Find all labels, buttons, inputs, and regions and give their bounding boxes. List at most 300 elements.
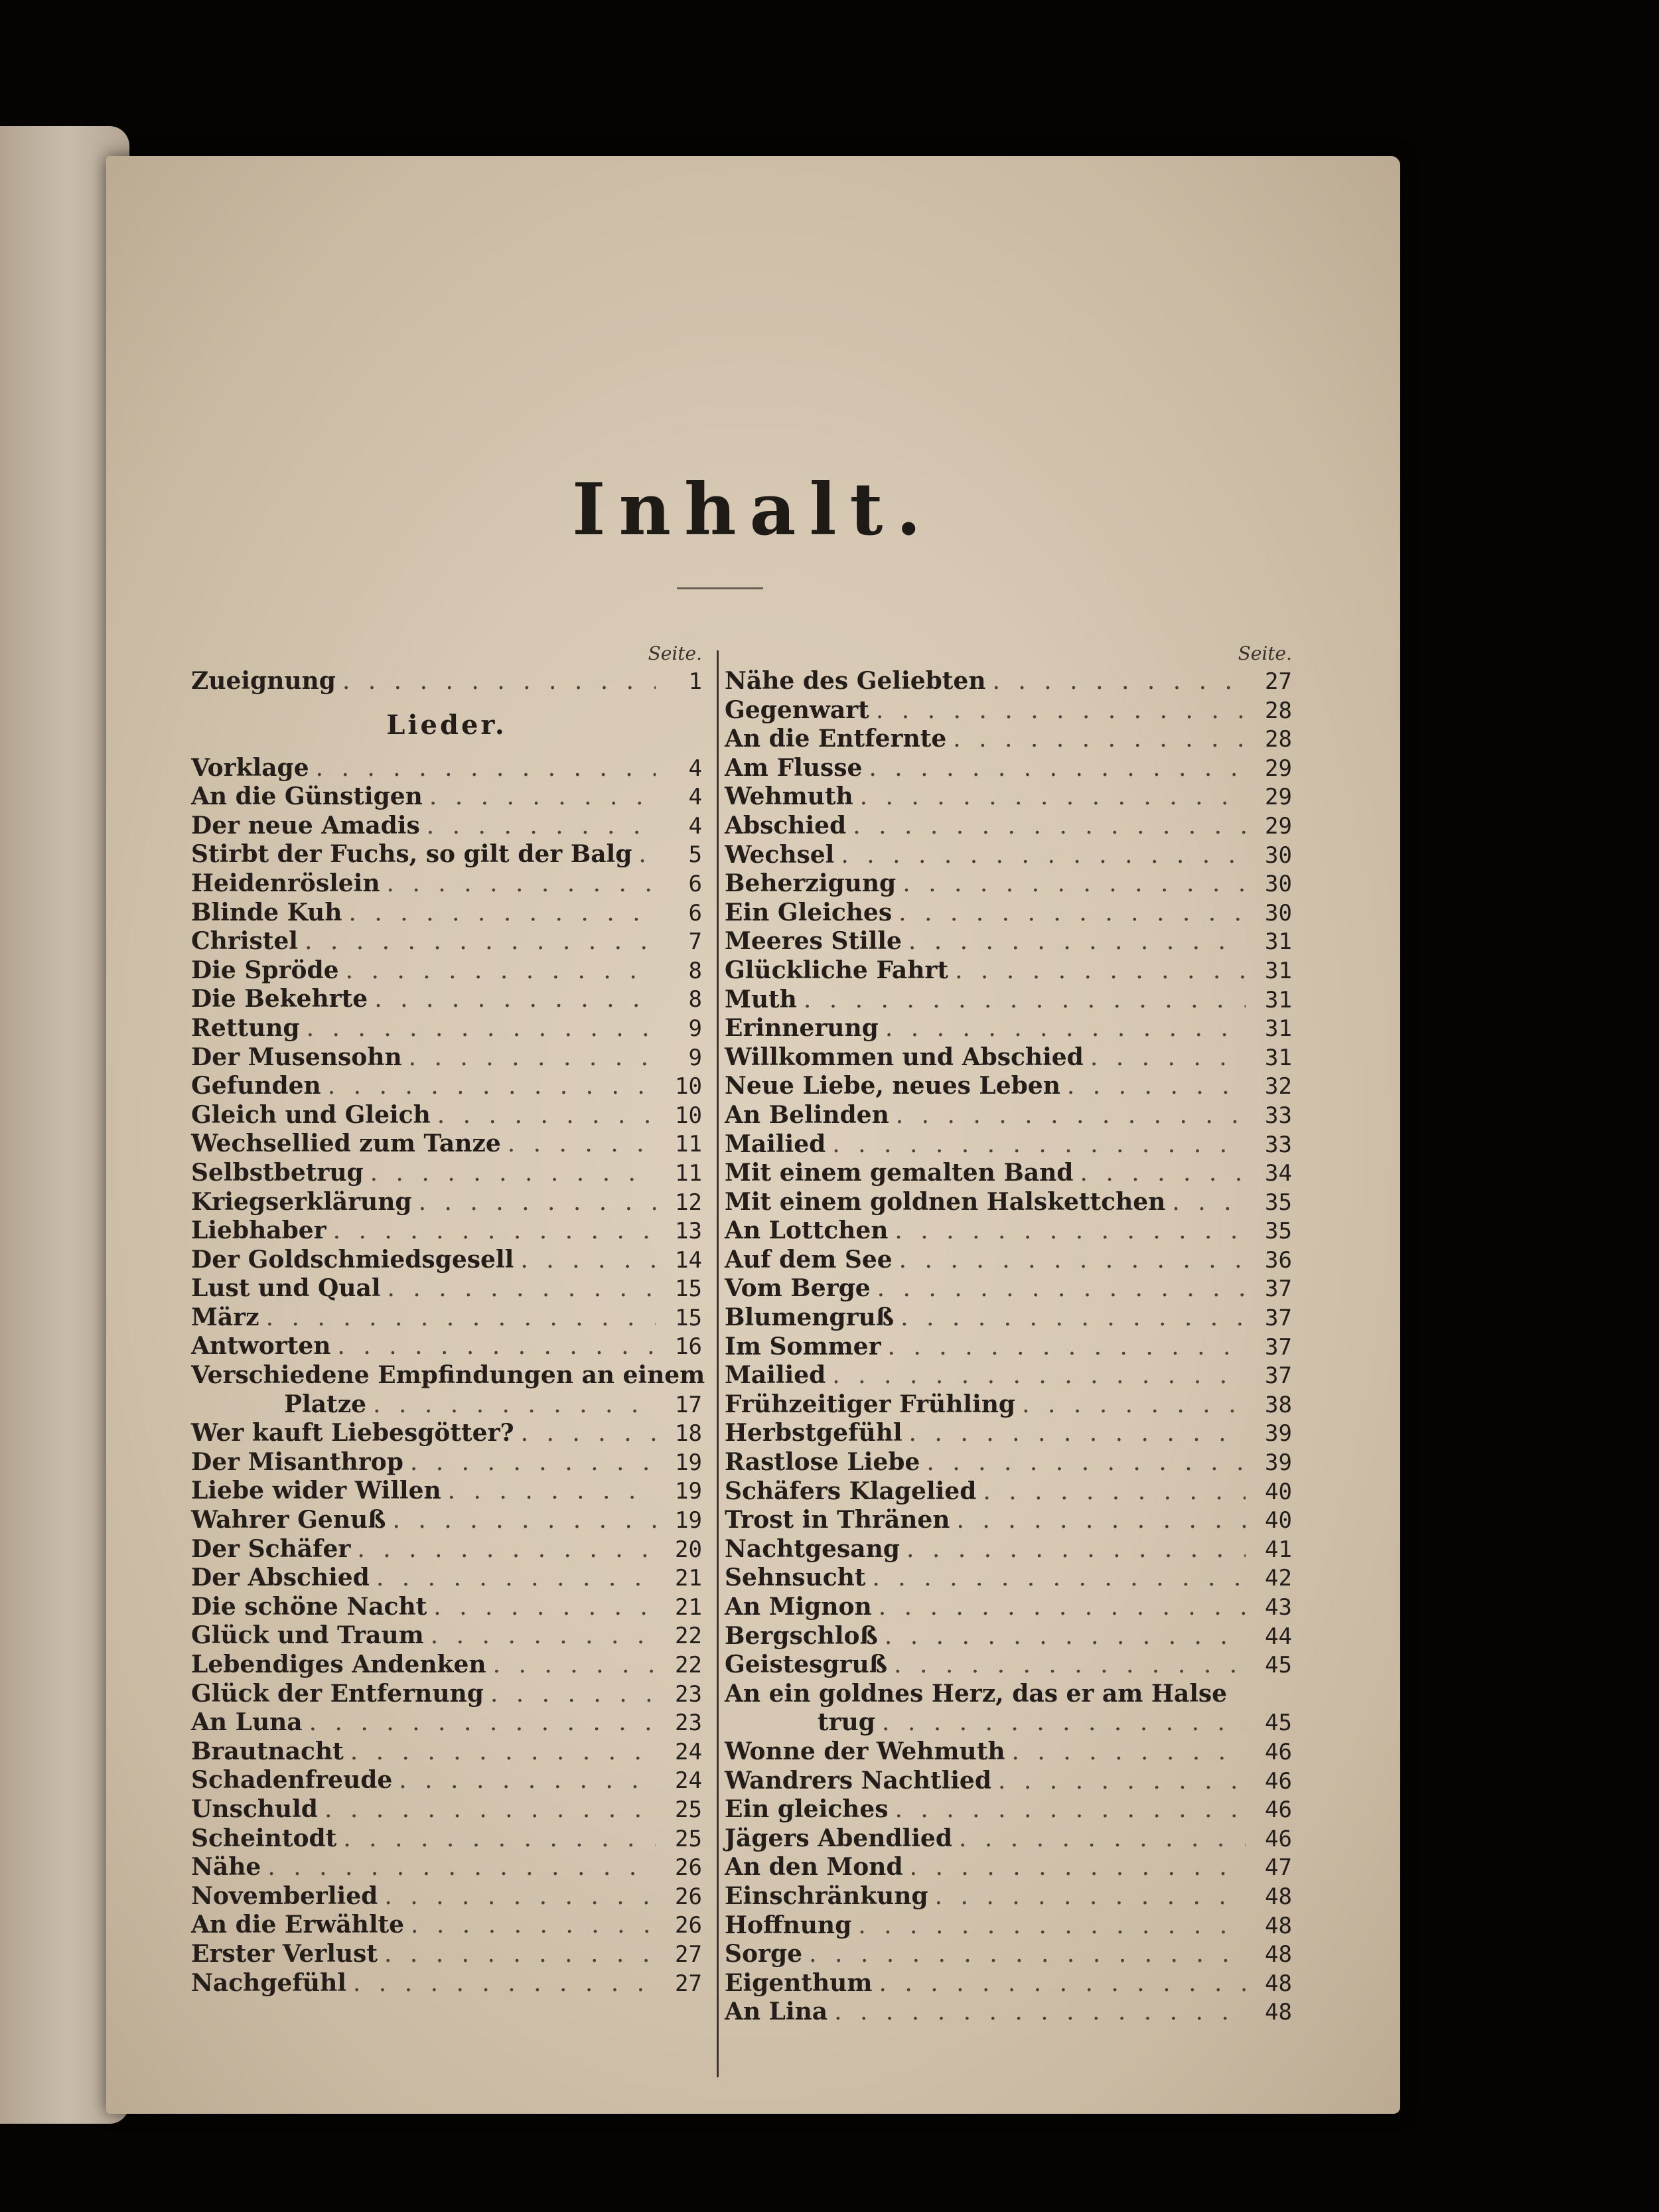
toc-entry-page: 20: [675, 1536, 702, 1563]
toc-entry-page: 10: [675, 1073, 702, 1100]
toc-entry-label: An die Günstigen: [191, 782, 423, 811]
toc-entry-label: Sorge: [725, 1940, 803, 1968]
leader-dots: [433, 1593, 656, 1622]
leader-dots: [853, 812, 1246, 841]
leader-dots: [899, 899, 1246, 928]
leader-dots: [520, 1246, 656, 1275]
toc-entry: [191, 1506, 702, 1535]
toc-entry-label: Beherzigung: [725, 869, 897, 898]
leader-dots: [841, 841, 1246, 870]
toc-entry-page: 6: [688, 870, 702, 897]
leader-dots: [953, 725, 1246, 754]
title-rule: [677, 587, 763, 589]
leader-dots: [804, 986, 1246, 1015]
page-column-header: Seite.: [1238, 642, 1292, 664]
toc-entry-label: Vom Berge: [725, 1274, 871, 1303]
toc-entry-page: 8: [688, 986, 702, 1013]
toc-entry-label: Wechsellied zum Tanze: [191, 1130, 501, 1158]
leader-dots: [316, 754, 656, 783]
leader-dots: [267, 1853, 656, 1882]
toc-entry: [191, 1448, 702, 1477]
toc-entry-label: Wechsel: [725, 840, 835, 869]
toc-entry: [191, 1853, 702, 1882]
leader-dots: [1090, 1043, 1246, 1072]
toc-entry: [725, 1274, 1292, 1303]
toc-entry-page: 30: [1265, 842, 1292, 869]
toc-entry-label: Frühzeitiger Frühling: [725, 1390, 1016, 1418]
toc-entry-page: 30: [1265, 899, 1292, 926]
toc-entry: [191, 1766, 702, 1795]
leader-dots: [374, 985, 656, 1014]
toc-entry-page: 4: [688, 784, 702, 811]
toc-entry: [725, 812, 1292, 841]
toc-entry-page: 48: [1265, 1941, 1292, 1968]
toc-entry-page: 6: [688, 899, 702, 926]
toc-entry-page: 19: [675, 1449, 702, 1476]
toc-entry-page: 31: [1265, 928, 1292, 956]
toc-entry-page: 40: [1265, 1478, 1292, 1505]
toc-entry: [725, 1303, 1292, 1333]
toc-entry: [191, 1737, 702, 1767]
toc-entry-page: 39: [1265, 1420, 1292, 1447]
toc-entry-page: 46: [1265, 1767, 1292, 1795]
leader-dots: [959, 1824, 1246, 1854]
toc-entry-label: Wahrer Genuß: [191, 1506, 386, 1534]
toc-entry-label: Verschiedene Empfindungen an einem: [191, 1361, 705, 1390]
toc-entry-label: Brautnacht: [191, 1737, 344, 1765]
leader-dots: [832, 1130, 1246, 1159]
toc-entry-page: 13: [675, 1218, 702, 1245]
toc-entry-page: 29: [1265, 755, 1292, 782]
leader-dots: [885, 1014, 1246, 1043]
toc-entry: [725, 956, 1292, 986]
leader-dots: [333, 1217, 656, 1246]
toc-entry: [725, 927, 1292, 956]
toc-entry-page: 48: [1265, 1883, 1292, 1910]
toc-entry-page: 26: [675, 1912, 702, 1939]
toc-entry-label: Die schöne Nacht: [191, 1592, 427, 1621]
toc-entry-label: Der Schäfer: [191, 1534, 351, 1563]
leader-dots: [899, 1246, 1246, 1275]
toc-entry: [191, 1651, 702, 1680]
leader-dots: [388, 1274, 656, 1303]
leader-dots: [357, 1535, 656, 1564]
toc-entry-label: Hoffnung: [725, 1911, 852, 1939]
toc-entry: [725, 1824, 1292, 1854]
toc-entry-page: 37: [1265, 1333, 1292, 1361]
toc-entry: [191, 1535, 702, 1564]
toc-entry: [191, 754, 702, 783]
book-page: [106, 156, 1400, 2114]
toc-entry-label: Der neue Amadis: [191, 811, 420, 840]
leader-dots: [353, 1969, 656, 1998]
leader-dots: [309, 1708, 656, 1737]
toc-entry-label: Abschied: [725, 811, 847, 840]
toc-entry: [725, 1390, 1292, 1420]
leader-dots: [998, 1767, 1246, 1796]
toc-entry: [191, 927, 702, 956]
toc-entry-page: 29: [1265, 812, 1292, 840]
toc-entry-label: Lust und Qual: [191, 1274, 381, 1303]
toc-entry-label: Nachtgesang: [725, 1534, 900, 1563]
leader-dots: [328, 1072, 656, 1101]
toc-entry-page: 15: [675, 1276, 702, 1303]
toc-entry-page: 27: [675, 1941, 702, 1968]
toc-entry-label: Nähe: [191, 1853, 261, 1881]
toc-entry: [191, 1303, 702, 1333]
toc-entry-label: Mit einem goldnen Halskettchen: [725, 1187, 1166, 1216]
toc-entry: [191, 1014, 702, 1043]
page-column-header: Seite.: [648, 642, 702, 664]
toc-entry-page: 9: [688, 1044, 702, 1071]
toc-entry-label: Jägers Abendlied: [725, 1824, 952, 1852]
toc-entry-label: Mailied: [725, 1130, 826, 1158]
toc-entry-page: 45: [1265, 1652, 1292, 1679]
leader-dots: [1022, 1390, 1246, 1420]
leader-dots: [493, 1651, 656, 1680]
toc-entry: [191, 1882, 702, 1911]
toc-entry-label: Nachgefühl: [191, 1968, 346, 1997]
toc-entry-label: Mailied: [725, 1361, 826, 1390]
toc-entry-page: 31: [1265, 1015, 1292, 1043]
toc-entry-page: 11: [675, 1159, 702, 1187]
leader-dots: [858, 1911, 1246, 1941]
leader-dots: [370, 1159, 656, 1188]
leader-dots: [832, 1361, 1246, 1390]
toc-entry-page: 24: [675, 1738, 702, 1765]
toc-entry-label: trug: [818, 1708, 875, 1737]
toc-entry-page: 5: [688, 842, 702, 869]
toc-entry: [191, 1593, 702, 1622]
toc-entry-page: 29: [1265, 784, 1292, 811]
toc-entry: [191, 1361, 705, 1390]
toc-entry: [725, 1680, 1292, 1709]
leader-dots: [909, 1419, 1246, 1448]
toc-entry-page: 24: [675, 1767, 702, 1795]
leader-dots: [908, 927, 1246, 956]
leader-dots: [910, 1853, 1246, 1882]
toc-entry: [725, 1708, 1292, 1737]
leader-dots: [895, 1795, 1246, 1824]
toc-entry-label: Schäfers Klagelied: [725, 1477, 977, 1505]
toc-entry-dedication: [191, 667, 702, 696]
leader-dots: [935, 1882, 1246, 1911]
toc-entry-label: Der Misanthrop: [191, 1447, 403, 1476]
toc-entry: [191, 1274, 702, 1303]
leader-dots: [1080, 1159, 1246, 1188]
leader-dots: [521, 1419, 656, 1448]
toc-entry-label: Der Abschied: [191, 1564, 370, 1592]
leader-dots: [337, 1332, 656, 1361]
toc-entry-label: Glückliche Fahrt: [725, 956, 949, 984]
toc-entry: [191, 1708, 702, 1737]
toc-entry: [725, 1998, 1292, 2027]
toc-entry-label: Erster Verlust: [191, 1939, 378, 1968]
toc-right-entries: [725, 667, 1292, 2027]
toc-entry: [725, 1593, 1292, 1622]
toc-entry-label: Sehnsucht: [725, 1564, 866, 1592]
toc-entry: [725, 1506, 1292, 1535]
toc-entry-page: 39: [1265, 1449, 1292, 1477]
leader-dots: [266, 1303, 656, 1333]
toc-right-column: [725, 640, 1292, 2027]
toc-entry: [191, 1969, 702, 1998]
leader-dots: [983, 1477, 1246, 1507]
leader-dots: [376, 1564, 656, 1593]
toc-entry: [725, 1333, 1292, 1362]
toc-entry-label: Zueignung: [191, 667, 336, 695]
toc-entry-page: 12: [675, 1189, 702, 1216]
toc-entry-label: Erinnerung: [725, 1014, 879, 1043]
toc-entry: [725, 1622, 1292, 1651]
toc-entry-label: Kriegserklärung: [191, 1187, 412, 1216]
toc-entry-label: Am Flusse: [725, 753, 863, 782]
toc-entry: [191, 1188, 702, 1217]
leader-dots: [409, 1043, 656, 1072]
toc-entry: [191, 1332, 702, 1361]
leader-dots: [894, 1651, 1246, 1680]
leader-dots: [860, 782, 1246, 812]
toc-entry: [725, 1246, 1292, 1275]
toc-entry-label: Gleich und Gleich: [191, 1100, 431, 1129]
toc-entry-label: Heidenröslein: [191, 869, 380, 897]
toc-entry-page: 46: [1265, 1738, 1292, 1765]
toc-entry-label: Antworten: [191, 1332, 331, 1361]
leader-dots: [410, 1448, 656, 1477]
toc-entry-page: 34: [1265, 1160, 1292, 1187]
toc-entry: [725, 1911, 1292, 1941]
leader-dots: [427, 812, 656, 841]
toc-entry-label: Blumengruß: [725, 1303, 895, 1332]
toc-entry-label: Neue Liebe, neues Leben: [725, 1072, 1060, 1100]
toc-entry-page: 17: [675, 1391, 702, 1418]
leader-dots: [834, 1998, 1246, 2027]
toc-entry: [191, 1621, 702, 1651]
leader-dots: [872, 1564, 1246, 1593]
toc-entry-label: März: [191, 1303, 259, 1331]
toc-entry-page: 31: [1265, 986, 1292, 1013]
toc-entry: [191, 1940, 702, 1969]
toc-entry-label: An die Entfernte: [725, 725, 947, 753]
toc-entry-label: An ein goldnes Herz, das er am Halse: [725, 1679, 1228, 1708]
leader-dots: [877, 1274, 1246, 1303]
toc-entry: [191, 1101, 702, 1130]
toc-entry-page: 33: [1265, 1131, 1292, 1158]
toc-entry: [191, 1130, 702, 1159]
toc-entry-label: Gefunden: [191, 1072, 321, 1100]
toc-entry-label: Glück der Entfernung: [191, 1679, 484, 1708]
toc-entry-label: Im Sommer: [725, 1332, 881, 1361]
toc-entry-page: 25: [675, 1796, 702, 1823]
toc-entry: [725, 1564, 1292, 1593]
toc-entry: [191, 1419, 702, 1448]
toc-entry: [725, 1882, 1292, 1911]
toc-entry-label: Die Spröde: [191, 956, 339, 984]
leader-dots: [490, 1680, 656, 1709]
toc-entry-page: 7: [688, 928, 702, 956]
toc-entry-label: Meeres Stille: [725, 927, 902, 956]
toc-entry-page: 48: [1265, 1912, 1292, 1939]
leader-dots: [431, 1621, 656, 1651]
toc-entry-page: 36: [1265, 1246, 1292, 1274]
toc-entry-page: 42: [1265, 1565, 1292, 1592]
leader-dots: [885, 1622, 1246, 1651]
toc-entry-page: 44: [1265, 1623, 1292, 1650]
toc-entry: [725, 1477, 1292, 1507]
toc-entry-page: 48: [1265, 1970, 1292, 1997]
toc-entry: [725, 1535, 1292, 1564]
toc-entry-page: 11: [675, 1131, 702, 1158]
leader-dots: [346, 956, 656, 986]
leader-dots: [411, 1911, 656, 1940]
leader-dots: [906, 1535, 1246, 1564]
toc-entry-page: 35: [1265, 1189, 1292, 1216]
toc-entry-page: 23: [675, 1710, 702, 1737]
toc-entry: [725, 667, 1292, 696]
toc-entry: [191, 1043, 702, 1072]
toc-entry-page: 16: [675, 1333, 702, 1361]
toc-entry-page: 15: [675, 1304, 702, 1331]
toc-entry: [191, 1159, 702, 1188]
leader-dots: [437, 1101, 656, 1130]
leader-dots: [869, 754, 1246, 783]
toc-entry-label: Die Bekehrte: [191, 985, 368, 1013]
toc-entry-label: Vorklage: [191, 753, 309, 782]
toc-entry-page: 37: [1265, 1363, 1292, 1390]
toc-entry-label: Christel: [191, 927, 298, 956]
toc-entry: [191, 840, 702, 869]
toc-entry: [725, 696, 1292, 725]
leader-dots: [342, 667, 656, 696]
leader-dots: [955, 956, 1246, 986]
toc-entry-page: 19: [675, 1507, 702, 1534]
toc-entry-label: Mit einem gemalten Band: [725, 1159, 1074, 1187]
toc-entry-page: 31: [1265, 1044, 1292, 1071]
toc-entry: [191, 956, 702, 986]
toc-entry: [725, 1795, 1292, 1824]
toc-entry-label: Rettung: [191, 1013, 300, 1042]
toc-entry-page: 14: [675, 1246, 702, 1274]
toc-entry-page: 32: [1265, 1073, 1292, 1100]
toc-entry: [191, 812, 702, 841]
toc-entry-label: Der Musensohn: [191, 1043, 402, 1071]
toc-entry-label: Selbstbetrug: [191, 1158, 364, 1187]
toc-entry-label: An Lottchen: [725, 1217, 889, 1245]
toc-entry-label: Eigenthum: [725, 1968, 873, 1997]
toc-entry-page: 33: [1265, 1102, 1292, 1129]
leader-dots: [902, 869, 1246, 899]
toc-entry-label: Geistesgruß: [725, 1651, 888, 1679]
toc-entry-label: Der Goldschmiedsgesell: [191, 1245, 514, 1274]
leader-dots: [901, 1303, 1246, 1333]
leader-dots: [993, 667, 1246, 696]
toc-entry: [191, 1217, 702, 1246]
toc-entry-page: 25: [675, 1825, 702, 1852]
leader-dots: [876, 696, 1246, 725]
toc-entry: [725, 1101, 1292, 1130]
toc-entry: [725, 1217, 1292, 1246]
leader-dots: [1067, 1072, 1246, 1101]
toc-entry: [191, 782, 702, 812]
toc-entry-label: Platze: [284, 1390, 367, 1418]
toc-entry-label: Stirbt der Fuchs, so gilt der Balg: [191, 840, 632, 869]
toc-entry: [725, 1853, 1292, 1882]
toc-entry-label: Scheintodt: [191, 1824, 337, 1852]
toc-entry-label: Herbstgefühl: [725, 1419, 902, 1447]
toc-entry-label: Wehmuth: [725, 782, 853, 811]
leader-dots: [809, 1940, 1246, 1969]
toc-entry-page: 10: [675, 1102, 702, 1129]
toc-entry: [191, 1824, 702, 1854]
toc-entry-label: Trost in Thränen: [725, 1506, 950, 1534]
toc-entry: [725, 869, 1292, 899]
leader-dots: [393, 1506, 656, 1535]
toc-entry-label: Blinde Kuh: [191, 898, 342, 926]
toc-entry: [725, 1448, 1292, 1477]
toc-entry-page: 46: [1265, 1825, 1292, 1852]
toc-entry-page: 46: [1265, 1797, 1292, 1824]
toc-entry: [191, 1477, 702, 1506]
toc-entry: [191, 1390, 702, 1420]
leader-dots: [343, 1824, 656, 1854]
leader-dots: [325, 1795, 656, 1824]
toc-entry: [725, 1651, 1292, 1680]
toc-entry-page: 43: [1265, 1594, 1292, 1621]
toc-entry: [725, 1159, 1292, 1188]
leader-dots: [387, 869, 656, 899]
toc-entry-label: Lebendiges Andenken: [191, 1651, 486, 1678]
toc-entry-label: Liebe wider Willen: [191, 1477, 441, 1505]
toc-entry-page: 4: [688, 812, 702, 840]
leader-dots: [896, 1101, 1246, 1130]
leader-dots: [399, 1766, 656, 1795]
toc-entry-page: 31: [1265, 957, 1292, 984]
toc-entry: [725, 1767, 1292, 1796]
toc-entry: [725, 899, 1292, 928]
leader-dots: [305, 927, 656, 956]
leader-dots: [888, 1333, 1246, 1362]
toc-entry-label: An den Mond: [725, 1853, 903, 1881]
toc-entry-label: Novemberlied: [191, 1881, 378, 1910]
toc-entry: [725, 841, 1292, 870]
toc-entry-page: 26: [675, 1854, 702, 1881]
toc-entry-page: 40: [1265, 1507, 1292, 1534]
toc-entry-label: An Mignon: [725, 1593, 872, 1621]
toc-entry: [191, 1795, 702, 1824]
toc-entry-page: 21: [675, 1565, 702, 1592]
toc-entry-label: Rastlose Liebe: [725, 1448, 920, 1477]
toc-entry-page: 21: [675, 1593, 702, 1621]
toc-entry: [725, 754, 1292, 783]
toc-entry: [191, 1072, 702, 1101]
toc-entry-page: 9: [688, 1015, 702, 1042]
toc-entry-page: 37: [1265, 1276, 1292, 1303]
toc-entry-label: An Luna: [191, 1708, 303, 1737]
leader-dots: [348, 899, 656, 928]
toc-entry: [191, 985, 702, 1014]
leader-dots: [429, 782, 656, 812]
toc-entry-page: 48: [1265, 1999, 1292, 2026]
toc-entry-label: Ein gleiches: [725, 1795, 889, 1824]
toc-left-entries: [191, 753, 705, 1998]
toc-entry-label: Willkommen und Abschied: [725, 1043, 1084, 1071]
toc-entry: [725, 1072, 1292, 1101]
leader-dots: [384, 1940, 656, 1969]
toc-entry-page: 22: [675, 1623, 702, 1650]
toc-entry-label: Unschuld: [191, 1795, 318, 1823]
toc-entry-label: Nähe des Geliebten: [725, 667, 986, 695]
toc-entry: [725, 1361, 1292, 1390]
